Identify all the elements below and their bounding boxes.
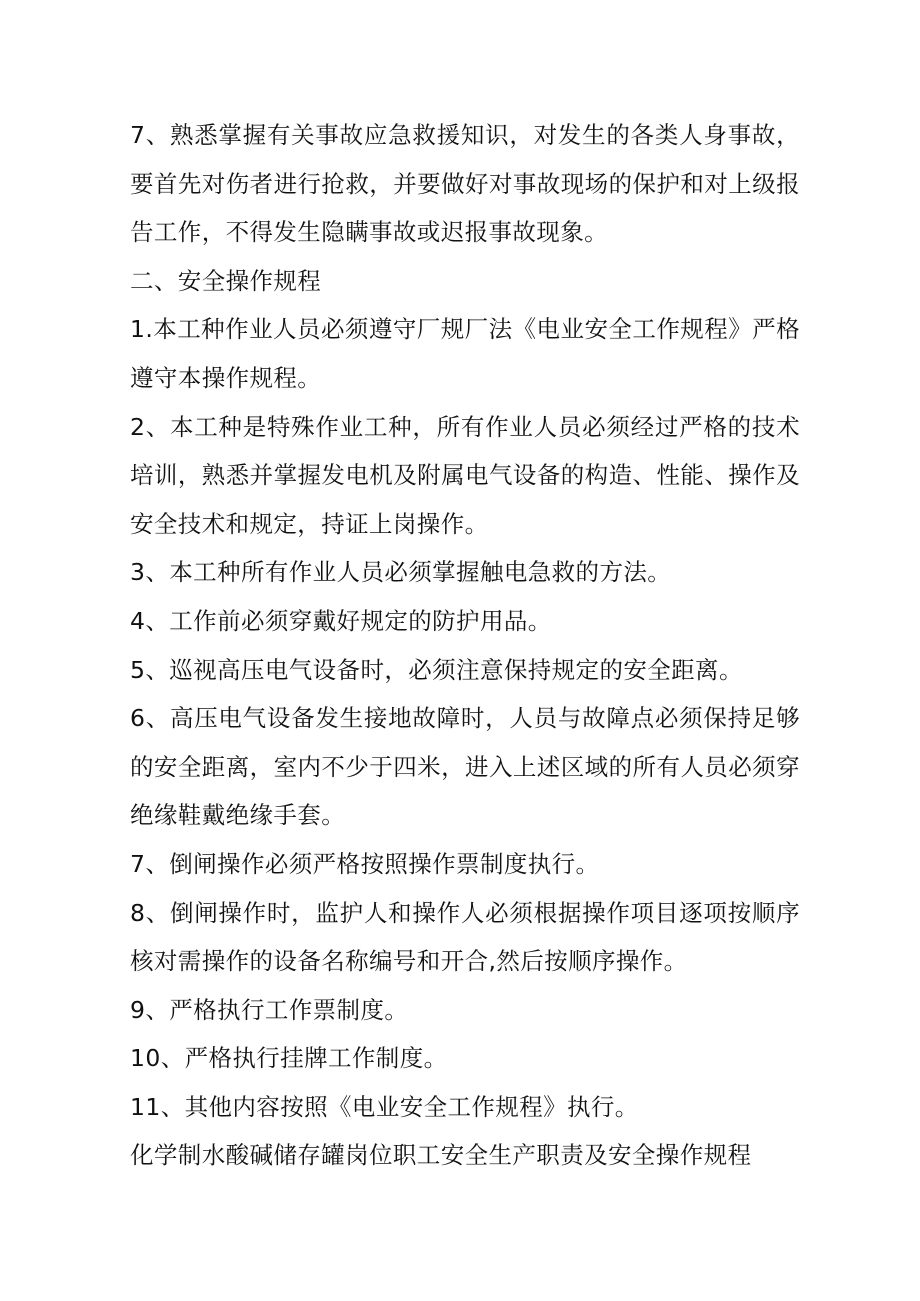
paragraph-5-patrol-distance: 5、巡视高压电气设备时，必须注意保持规定的安全距离。 <box>130 655 743 684</box>
paragraph-6-ground-fault: 6、高压电气设备发生接地故障时，人员与故障点必须保持足够的安全距离，室内不少于四米，进入上述区域的所有人员必须穿绝缘鞋戴绝缘手套。 <box>130 704 800 830</box>
paragraph-11-other-content: 11、其他内容按照《电业安全工作规程》执行。 <box>130 1092 639 1121</box>
paragraph-7-accident-rescue: 7、熟悉掌握有关事故应急救援知识，对发生的各类人身事故，要首先对伤者进行抢救，并要做好对事故现场的保护和对上级报告工作，不得发生隐瞒事故或迟报事故现象。 <box>130 121 800 247</box>
paragraph-7-switching-ticket: 7、倒闸操作必须严格按照操作票制度执行。 <box>130 849 600 878</box>
paragraph-3-first-aid: 3、本工种所有作业人员必须掌握触电急救的方法。 <box>130 558 672 587</box>
paragraph-10-tag-system: 10、严格执行挂牌工作制度。 <box>130 1044 448 1073</box>
section-heading-safety-operation: 二、安全操作规程 <box>130 266 322 295</box>
document-body <box>130 111 800 1180</box>
paragraph-8-switching-procedure: 8、倒闸操作时，监护人和操作人必须根据操作项目逐项按顺序核对需操作的设备名称编号和开合,然后按顺序操作。 <box>130 898 800 976</box>
paragraph-2-special-work: 2、本工种是特殊作业工种，所有作业人员必须经过严格的技术培训，熟悉并掌握发电机及附属电气设备的构造、性能、操作及安全技术和规定，持证上岗操作。 <box>130 412 800 538</box>
paragraph-9-work-ticket: 9、严格执行工作票制度。 <box>130 995 409 1024</box>
paragraph-4-protective-gear: 4、工作前必须穿戴好规定的防护用品。 <box>130 606 552 635</box>
paragraph-1-regulations: 1.本工种作业人员必须遵守厂规厂法《电业安全工作规程》严格遵守本操作规程。 <box>130 315 800 392</box>
next-section-title: 化学制水酸碱储存罐岗位职工安全生产职责及安全操作规程 <box>130 1141 752 1170</box>
